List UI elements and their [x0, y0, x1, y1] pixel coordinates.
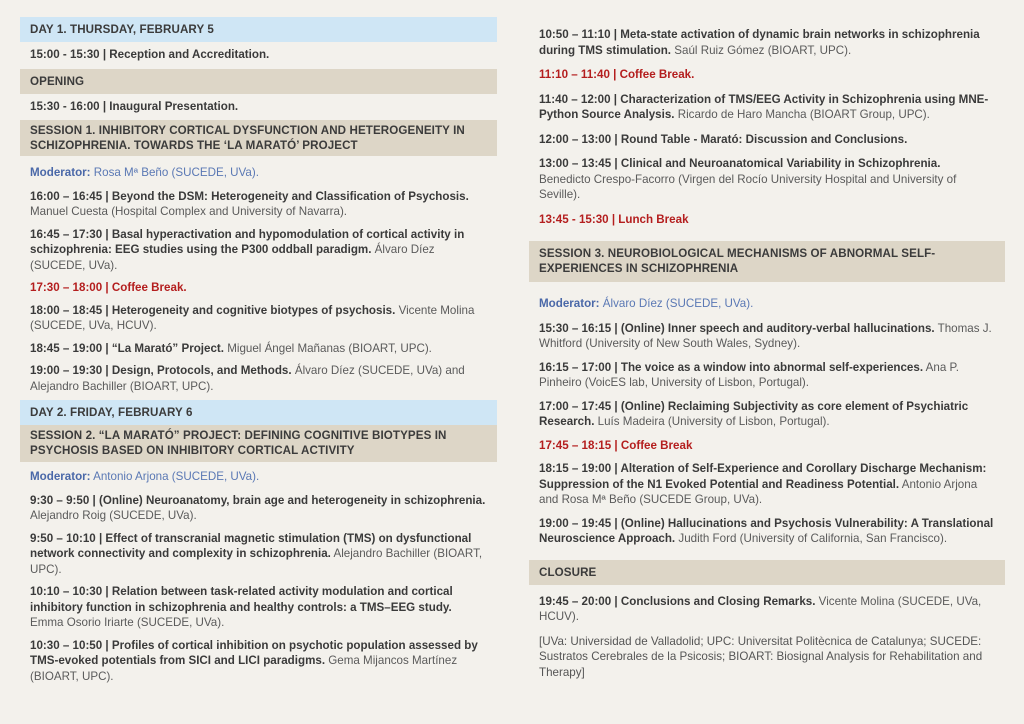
s3-entry-5: 19:00 – 19:45 | (Online) Hallucinations and Psychosis Vulnerability: A Translational Neuroscience Approach. Judith Ford (University of California, San Francisco). [539, 516, 994, 545]
r-entry-1: 10:50 – 11:10 | Meta-state activation of dynamic brain networks in schizophrenia during TMS stimulation. Saúl Ruiz Gómez (BIOART, UPC). [539, 28, 980, 57]
session2-moderator: Moderator: Antonio Arjona (SUCEDE, UVa). [30, 470, 260, 483]
s2-entry-1: 9:30 – 9:50 | (Online) Neuroanatomy, brain age and heterogeneity in schizophrenia. Alejandro Roig (SUCEDE, UVa). [30, 493, 486, 522]
r-coffee-break: 11:10 – 11:40 | Coffee Break. [539, 68, 695, 81]
opening-header: OPENING [20, 69, 497, 94]
closing-entry: 19:45 – 20:00 | Conclusions and Closing Remarks. Vicente Molina (SUCEDE, UVa, HCUV). [539, 594, 982, 623]
day2-header: DAY 2. FRIDAY, FEBRUARY 6 [20, 400, 497, 425]
s2-entry-3: 10:10 – 10:30 | Relation between task-related activity modulation and cortical inhibitory function in schizophrenia and healthy controls: a TMS–EEG study. Emma Osorio Iriarte (SUCEDE, UVa). [30, 585, 453, 629]
day1-header: DAY 1. THURSDAY, FEBRUARY 5 [20, 17, 497, 42]
s3-coffee-break: 17:45 – 18:15 | Coffee Break [539, 438, 693, 452]
abbreviations-footnote: [UVa: Universidad de Valladolid; UPC: Universitat Politècnica de Catalunya; SUCEDE: Sustratos Cerebrales de la Psicosis; BIOART: Biosignal Analysis for Rehabilitation and Therapy] [539, 634, 983, 679]
s3-entry-4: 18:15 – 19:00 | Alteration of Self-Experience and Corollary Discharge Mechanism: Suppression of the N1 Evoked Potential and Readiness Potential. Antonio Arjona and Rosa Mª Beño (SUCEDE Group, UVa). [539, 462, 987, 506]
session3-moderator: Moderator: Álvaro Díez (SUCEDE, UVa). [539, 297, 754, 310]
right-column [529, 27, 1005, 680]
s3-entry-1: 15:30 – 16:15 | (Online) Inner speech and auditory-verbal hallucinations. Thomas J. Whitford (University of New South Wales, Sydney). [539, 321, 992, 350]
s2-entry-2: 9:50 – 10:10 | Effect of transcranial magnetic stimulation (TMS) on dysfunctional network connectivity and complexity in schizophrenia. Alejandro Bachiller (BIOART, UPC). [30, 531, 483, 576]
s2-entry-4: 10:30 – 10:50 | Profiles of cortical inhibition on psychotic population assessed by TMS-evoked potentials from SICI and LICI paradigms. Gema Mijancos Martínez (BIOART, UPC). [30, 638, 478, 683]
session1-moderator: Moderator: Rosa Mª Beño (SUCEDE, UVa). [30, 166, 259, 179]
s1-entry-3: 18:00 – 18:45 | Heterogeneity and cognitive biotypes of psychosis. Vicente Molina (SUCEDE, UVa, HCUV). [30, 303, 475, 332]
left-column [20, 17, 497, 684]
r-lunch-break: 13:45 - 15:30 | Lunch Break [539, 212, 689, 226]
session1-header: SESSION 1. INHIBITORY CORTICAL DYSFUNCTION AND HETEROGENEITY IN SCHIZOPHRENIA. TOWARDS THE ‘LA MARATÓ’ PROJECT [20, 120, 497, 156]
closure-header: CLOSURE [529, 560, 1005, 585]
r-entry-4: 13:00 – 13:45 | Clinical and Neuroanatomical Variability in Schizophrenia. Benedicto Crespo-Facorro (Virgen del Rocío University Hospital and University of Seville). [539, 157, 957, 201]
s1-entry-1: 16:00 – 16:45 | Beyond the DSM: Heterogeneity and Classification of Psychosis. Manuel Cuesta (Hospital Complex and University of Navarra). [30, 189, 469, 218]
r-entry-3: 12:00 – 13:00 | Round Table - Marató: Discussion and Conclusions. [539, 132, 908, 146]
s3-entry-2: 16:15 – 17:00 | The voice as a window into abnormal self-experiences. Ana P. Pinheiro (VoicES lab, University of Lisbon, Portugal). [539, 360, 959, 389]
s1-entry-4: 18:45 – 19:00 | “La Marató” Project. Miguel Ángel Mañanas (BIOART, UPC). [30, 341, 432, 355]
session2-header: SESSION 2. “LA MARATÓ” PROJECT: DEFINING COGNITIVE BIOTYPES IN PSYCHOSIS BASED ON INHIBITORY CORTICAL ACTIVITY [20, 425, 497, 462]
s1-entry-2: 16:45 – 17:30 | Basal hyperactivation and hypomodulation of cortical activity in schizophrenia: EEG studies using the P300 oddball paradigm. Álvaro Díez (SUCEDE, UVa). [30, 227, 465, 272]
s1-coffee-break: 17:30 – 18:00 | Coffee Break. [30, 281, 187, 294]
session3-header: SESSION 3. NEUROBIOLOGICAL MECHANISMS OF ABNORMAL SELF-EXPERIENCES IN SCHIZOPHRENIA [529, 241, 1005, 282]
s3-entry-3: 17:00 – 17:45 | (Online) Reclaiming Subjectivity as core element of Psychiatric Research. Luís Madeira (University of Lisbon, Portugal). [539, 399, 969, 428]
r-entry-2: 11:40 – 12:00 | Characterization of TMS/EEG Activity in Schizophrenia using MNE-Python Source Analysis. Ricardo de Haro Mancha (BIOART Group, UPC). [539, 92, 989, 121]
s1-entry-5: 19:00 – 19:30 | Design, Protocols, and Methods. Álvaro Díez (SUCEDE, UVa) and Alejandro Bachiller (BIOART, UPC). [30, 364, 465, 393]
reception-entry: 15:00 - 15:30 | Reception and Accreditation. [30, 48, 270, 61]
inaugural-entry: 15:30 - 16:00 | Inaugural Presentation. [30, 99, 239, 113]
